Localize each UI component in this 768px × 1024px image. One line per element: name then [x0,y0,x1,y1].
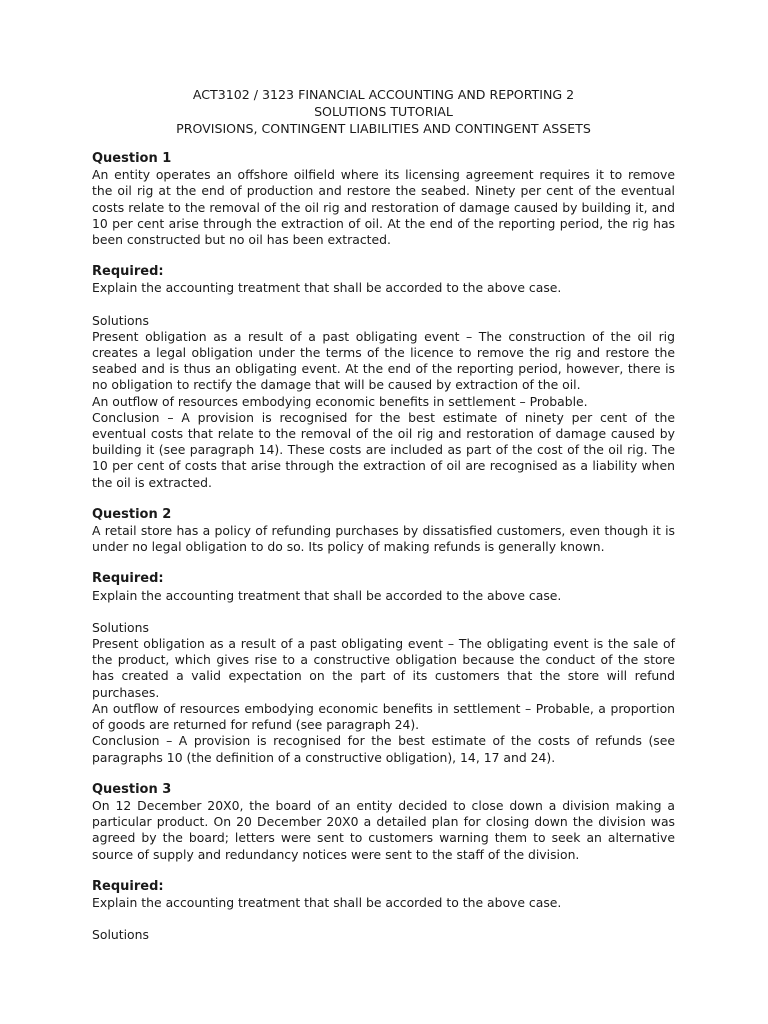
question-1-section [92,151,675,491]
question-3-title: Question 3 [92,781,172,797]
question-1-solution-conclusion: Conclusion – A provision is recognised for the best estimate of ninety per cent of the eventual costs that relate to the removal of the oil rig and restoration of damage caused by building it (see paragraph 14). These costs are included as part of the cost of the oil rig. The 10 per cent of costs that arise through the extraction of oil are recognised as a liability when the oil is extracted. [92,409,675,490]
document-header [92,86,675,137]
question-2-section [92,507,675,766]
question-2-body: A retail store has a policy of refunding purchases by dissatisfied customers, even though it is under no legal obligation to do so. Its policy of making refunds is generally known. [92,523,675,555]
question-1-solutions-label: Solutions [92,312,149,328]
question-2-required-title: Required: [92,571,164,587]
question-1-solution-outflow: An outflow of resources embodying economic benefits in settlement – Probable. [92,393,588,409]
question-2-solution-outflow: An outflow of resources embodying economic benefits in settlement – Probable, a proportion of goods are returned for refund (see paragraph 24). [92,700,675,733]
question-1-required-title: Required: [92,264,164,280]
question-3-body: On 12 December 20X0, the board of an entity decided to close down a division making a particular product. On 20 December 20X0 a detailed plan for closing down the division was agreed by the board; letters were sent to customers warning them to seek an alternative source of supply and redundancy notices were sent to the staff of the division. [92,797,675,862]
question-2-solutions-label: Solutions [92,619,149,635]
question-3-required-title: Required: [92,878,164,894]
question-3-section [92,782,675,944]
question-1-required-text: Explain the accounting treatment that shall be accorded to the above case. [92,280,562,296]
tutorial-title: SOLUTIONS TUTORIAL [314,104,453,119]
question-2-title: Question 2 [92,506,172,522]
question-3-required-text: Explain the accounting treatment that shall be accorded to the above case. [92,894,562,910]
question-1-title: Question 1 [92,151,172,166]
question-2-solution-obligation: Present obligation as a result of a past obligating event – The obligating event is the sale of the product, which gives rise to a constructive obligation because the conduct of the store has created a valid expectation on the part of its customers that the store will refund purchases. [92,636,675,700]
course-title: ACT3102 / 3123 FINANCIAL ACCOUNTING AND REPORTING 2 [192,87,575,102]
question-2-required-text: Explain the accounting treatment that shall be accorded to the above case. [92,587,562,603]
topic-title: PROVISIONS, CONTINGENT LIABILITIES AND CONTINGENT ASSETS [176,121,591,136]
question-3-solutions-label: Solutions [92,927,149,943]
question-2-solution-conclusion: Conclusion – A provision is recognised for the best estimate of the costs of refunds (see paragraphs 10 (the definition of a constructive obligation), 14, 17 and 24). [92,733,675,765]
question-1-solution-obligation: Present obligation as a result of a past obligating event – The construction of the oil rig creates a legal obligation under the terms of the licence to remove the rig and restore the seabed and is thus an obligating event. At the end of the reporting period, however, there is no obligation to rectify the damage that will be caused by extraction of the oil. [92,328,675,393]
question-1-body: An entity operates an offshore oilfield where its licensing agreement requires it to remove the oil rig at the end of production and restore the seabed. Ninety per cent of the eventual costs relate to the removal of the oil rig and restoration of damage caused by building it, and 10 per cent arise through the extraction of oil. At the end of the reporting period, the rig has been constructed but no oil has been extracted. [92,167,675,248]
document-page [92,86,675,943]
